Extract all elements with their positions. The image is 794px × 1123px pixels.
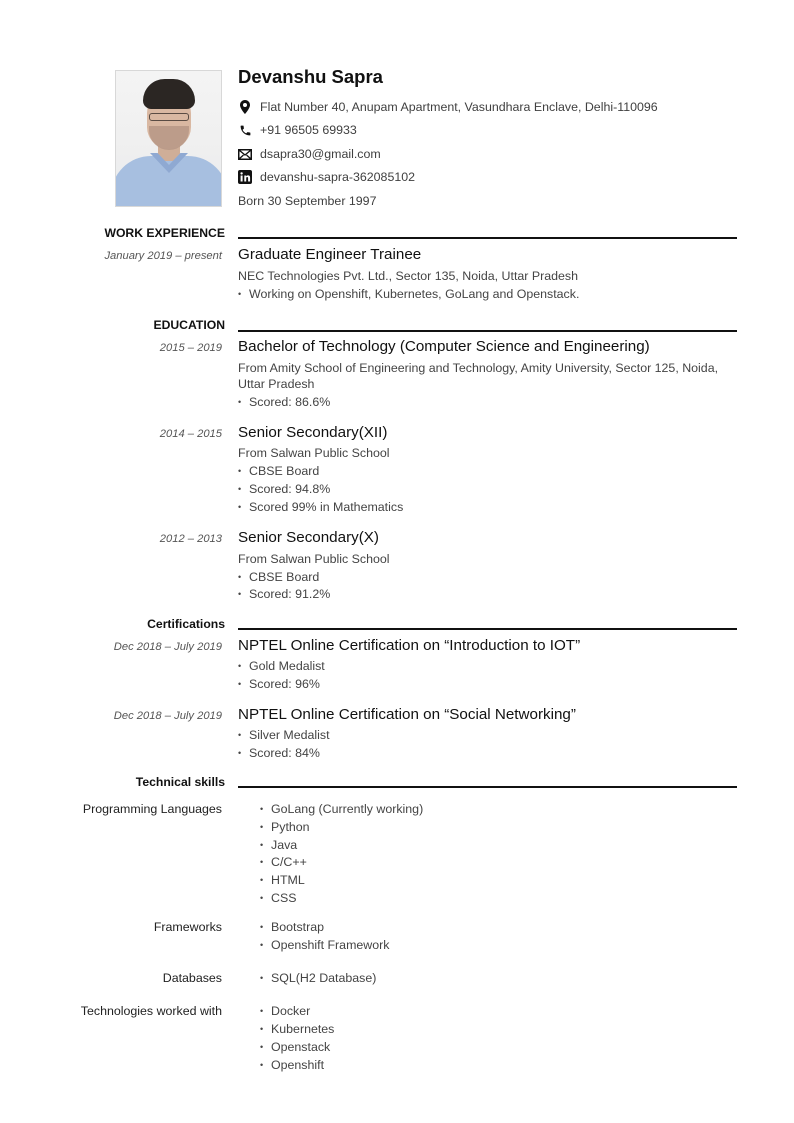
entry-bullet: • Scored: 84% <box>238 745 320 762</box>
profile-photo <box>115 70 222 207</box>
entry-title: NPTEL Online Certification on “Introduction to IOT” <box>238 637 581 654</box>
section-title-certifications: Certifications <box>147 617 225 631</box>
skill-group-label: Technologies worked with <box>80 1004 222 1018</box>
candidate-name: Devanshu Sapra <box>238 66 383 87</box>
phone-icon <box>238 123 252 137</box>
entry-bullet: • Working on Openshift, Kubernetes, GoLang and Openstack. <box>238 286 579 303</box>
section-divider <box>238 628 737 630</box>
skill-item: • Openshift <box>260 1058 324 1072</box>
email-row <box>238 147 381 161</box>
skill-item: • CSS <box>260 891 296 905</box>
entry-bullet: • Scored: 96% <box>238 676 320 693</box>
skill-item: • Python <box>260 820 310 834</box>
entry-date: 2015 – 2019 <box>159 342 222 354</box>
entry-date: January 2019 – present <box>104 250 222 262</box>
entry-bullet: • Scored: 94.8% <box>238 481 330 498</box>
entry-subtitle: From Salwan Public School <box>238 552 390 566</box>
skill-item: • Openstack <box>260 1040 330 1054</box>
entry-bullet: • Scored 99% in Mathematics <box>238 499 403 516</box>
map-marker-icon <box>238 100 252 114</box>
email-link[interactable]: dsapra30@gmail.com <box>260 147 381 161</box>
address-row <box>238 100 658 114</box>
skill-item: • GoLang (Currently working) <box>260 802 423 816</box>
entry-title: NPTEL Online Certification on “Social Networking” <box>238 706 576 723</box>
skill-group-label: Frameworks <box>153 920 222 934</box>
entry-bullet: • Gold Medalist <box>238 658 325 675</box>
entry-title: Bachelor of Technology (Computer Science and Engineering) <box>238 338 650 355</box>
linkedin-link[interactable]: devanshu-sapra-362085102 <box>260 170 416 184</box>
entry-date: 2014 – 2015 <box>159 428 222 440</box>
skill-group-label: Programming Languages <box>82 802 222 816</box>
entry-subtitle: From Salwan Public School <box>238 446 390 460</box>
skill-item: • SQL(H2 Database) <box>260 971 376 985</box>
entry-subtitle: NEC Technologies Pvt. Ltd., Sector 135, Noida, Uttar Pradesh <box>238 269 579 283</box>
skill-item: • Openshift Framework <box>260 938 389 952</box>
birth-date: Born 30 September 1997 <box>238 194 377 208</box>
entry-title: Senior Secondary(X) <box>238 529 379 546</box>
entry-date: 2012 – 2013 <box>159 533 222 545</box>
entry-date: Dec 2018 – July 2019 <box>113 641 222 653</box>
entry-date: Dec 2018 – July 2019 <box>113 710 222 722</box>
entry-title: Graduate Engineer Trainee <box>238 246 422 263</box>
entry-bullet: • Scored: 86.6% <box>238 394 330 411</box>
section-title-education: EDUCATION <box>153 318 225 332</box>
phone-text[interactable]: +91 96505 69933 <box>260 123 357 137</box>
entry-bullet: • CBSE Board <box>238 569 319 586</box>
skill-item: • HTML <box>260 873 305 887</box>
address-text: Flat Number 40, Anupam Apartment, Vasundhara Enclave, Delhi-110096 <box>260 100 658 114</box>
entry-subtitle: Uttar Pradesh <box>238 377 315 391</box>
linkedin-row <box>238 170 415 184</box>
entry-bullet: • Silver Medalist <box>238 727 330 744</box>
entry-subtitle: From Amity School of Engineering and Technology, Amity University, Sector 125, Noida, <box>238 361 719 375</box>
section-title-work: WORK EXPERIENCE <box>104 226 225 240</box>
skill-item: • Java <box>260 838 297 852</box>
skill-group-label: Databases <box>162 971 222 985</box>
envelope-icon <box>238 147 252 161</box>
section-divider <box>238 237 737 239</box>
skill-item: • Kubernetes <box>260 1022 334 1036</box>
entry-bullet: • CBSE Board <box>238 463 319 480</box>
entry-bullet: • Scored: 91.2% <box>238 586 330 603</box>
skill-item: • C/C++ <box>260 855 307 869</box>
linkedin-icon <box>238 170 252 184</box>
skill-item: • Docker <box>260 1004 310 1018</box>
section-title-skills: Technical skills <box>135 775 225 789</box>
section-divider <box>238 786 737 788</box>
entry-title: Senior Secondary(XII) <box>238 424 388 441</box>
phone-row <box>238 123 357 137</box>
skill-item: • Bootstrap <box>260 920 324 934</box>
section-divider <box>238 330 737 332</box>
